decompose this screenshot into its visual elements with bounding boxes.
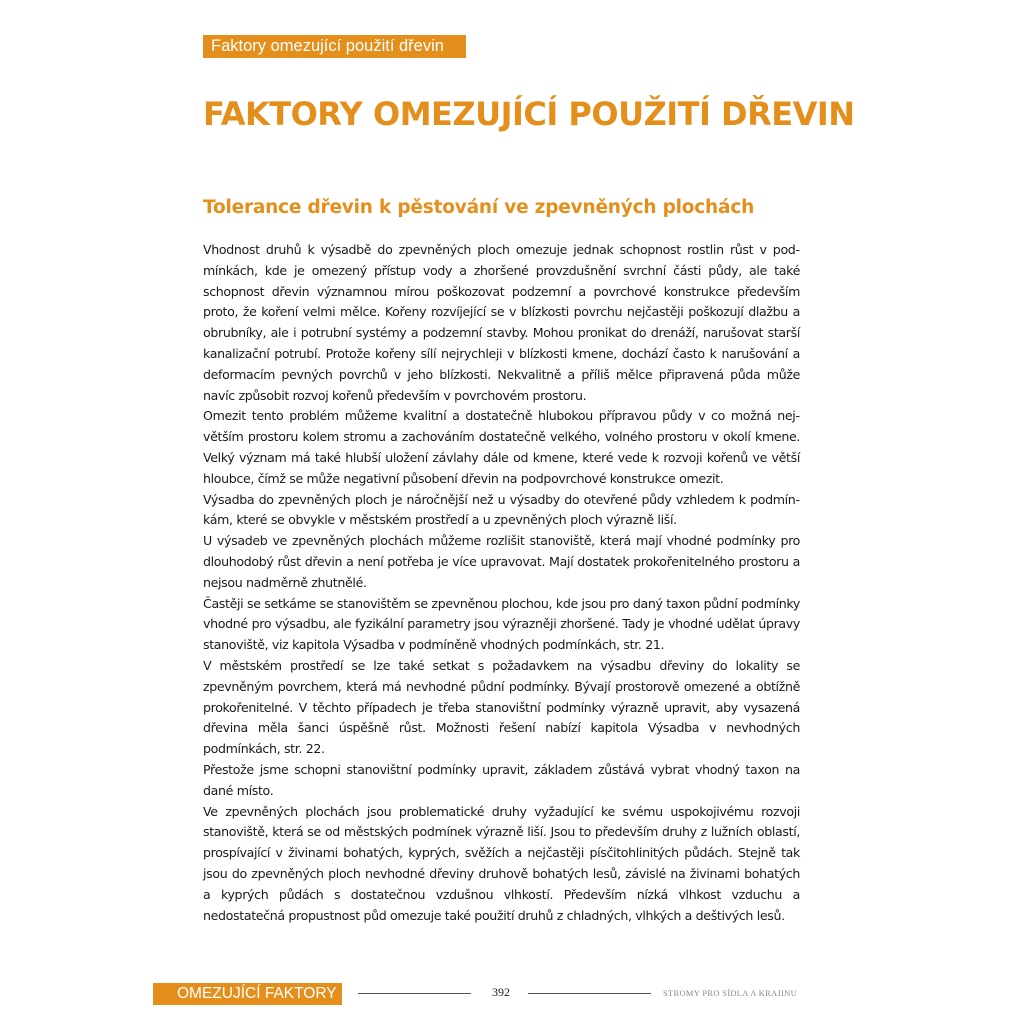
paragraph-8: Ve zpevněných plochách jsou problematické druhy vyžadující ke svému uspokojivému rozvoji stanoviště, která se od městských podmínek výrazně liší. Jsou to především druhy z lužních oblastí, prospívající v živinami bohatých, kyprých, svěžích a nejčastěji písčitohlinitých půdách. Stejně tak jsou do zpevněných ploch nevhodné dřeviny druhově bohatých lesů, závislé na živinami bohatých a kyprých půdách s dostatečnou vzdušnou vlhkostí. Především nízká vlhkost vzduchu a nedostatečná propustnost půd omezuje také použití druhů z chladných, vlhkých a deštivých lesů. xyxy=(203,803,800,923)
paragraph-7: Přestože jsme schopni stanovištní podmínky upravit, základem zůstává vybrat vhodný taxon na dané místo. xyxy=(203,761,800,798)
page-number: 392 xyxy=(492,985,510,999)
paragraph-5: Častěji se setkáme se stanovištěm se zpevněnou plochou, kde jsou pro daný taxon půdní podmínky vhodné pro výsadbu, ale fyzikální parametry jsou výrazněji zhoršené. Tady je vhodné udělat úpravy stanoviště, viz kapitola Výsadba v podmíněně vhodných podmínkách, str. 21. xyxy=(203,595,800,653)
paragraph-2: Omezit tento problém můžeme kvalitní a dostatečně hlubokou přípravou půdy v co možná největším prostoru kolem stromu a zachováním dostatečně velkého, volného prostoru v okolí kmene. Velký význam má také hlubší uložení závlahy dále od kmene, které vede k rozvoji kořenů ve větší hloubce, čímž se může negativní působení dřevin na podpovrchové konstrukce omezit. xyxy=(203,408,800,486)
page-title: FAKTORY OMEZUJÍCÍ POUŽITÍ DŘEVIN xyxy=(203,95,855,133)
section-heading: Tolerance dřevin k pěstování ve zpevněných plochách xyxy=(203,197,755,218)
paragraph-4: U výsadeb ve zpevněných plochách můžeme rozlišit stanoviště, která mají vhodné podmínky pro dlouhodobý růst dřevin a není potřeba je více upravovat. Mají dostatek prokořenitelného prostoru a nejsou nadměrně zhutnělé. xyxy=(203,533,800,590)
footer-chapter-tab: OMEZUJÍCÍ FAKTORY xyxy=(153,983,342,1005)
paragraph-1: Vhodnost druhů k výsadbě do zpevněných ploch omezuje jednak schopnost rostlin růst v podmínkách, kde je omezený přístup vody a zhoršené provzdušnění svrchní části půdy, ale také schopnost dřevin významnou mírou poškozovat podzemní a povrchové konstrukce především proto, že koření velmi mělce. Kořeny rozvíjející se v blízkosti povrchu nejčastěji poškozují dlažbu a obrubníky, ale i potrubní systémy a podzemní stavby. Mohou pronikat do drenáží, narušovat starší kanalizační potrubí. Protože kořeny sílí nejrychleji v blízkosti kmene, dochází často k narušování a deformacím pevných povrchů v jeho blízkosti. Nekvalitně a příliš mělce připravená půda může navíc způsobit rozvoj kořenů především v povrchovém prostoru. xyxy=(203,242,800,403)
body-text xyxy=(203,240,800,926)
paragraph-3: Výsadba do zpevněných ploch je náročnější než u výsadby do otevřené půdy vzhledem k podmínkám, které se obvykle v městském prostředí a u zpevněných ploch výrazně liší. xyxy=(203,491,800,528)
footer-book-title: STROMY PRO SÍDLA A KRAJINU xyxy=(663,988,798,998)
footer-divider-right xyxy=(528,993,651,994)
header-chapter-tab: Faktory omezující použití dřevin xyxy=(203,35,466,58)
paragraph-6: V městském prostředí se lze také setkat s požadavkem na výsadbu dřeviny do lokality se zpevněným povrchem, která má nevhodné půdní podmínky. Bývají prostorově omezené a obtížně prokořenitelné. V těchto případech je třeba stanovištní podmínky výrazně upravit, aby vysazená dřevina měla šanci úspěšně růst. Možnosti řešení nabízí kapitola Výsadba v nevhodných podmínkách, str. 22. xyxy=(203,657,800,757)
footer-divider-left xyxy=(358,993,471,994)
